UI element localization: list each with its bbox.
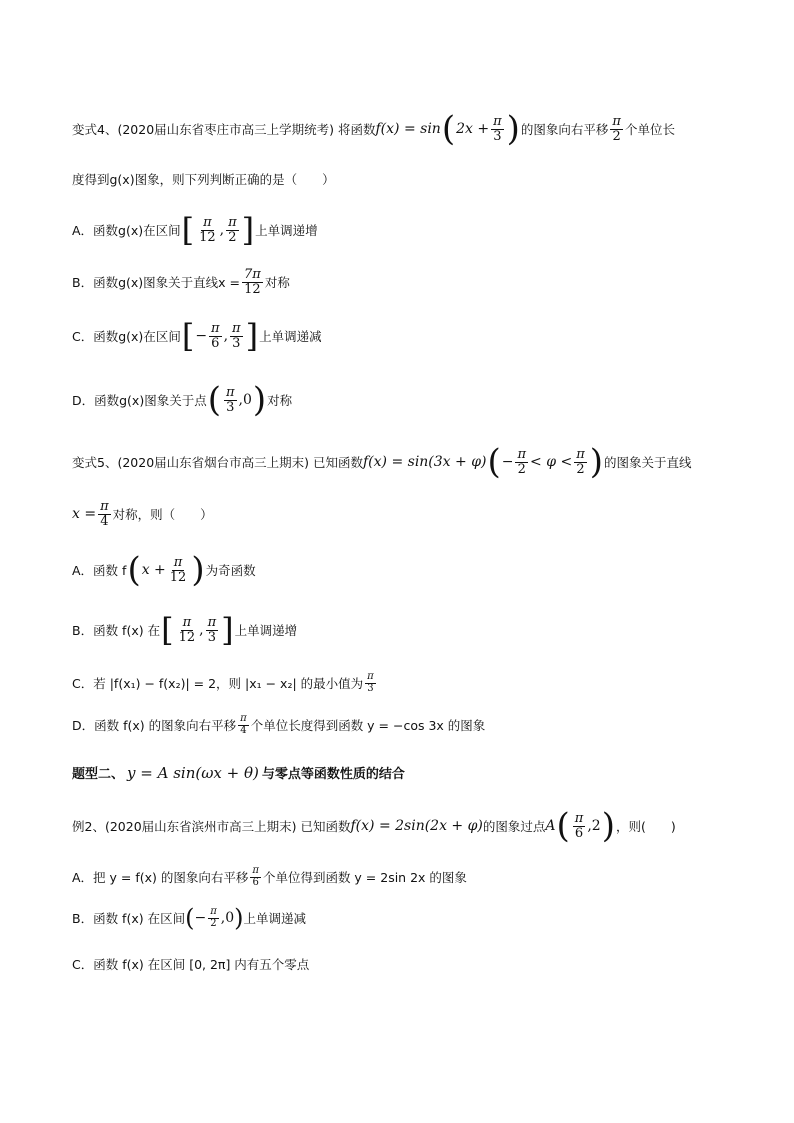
q4-paren-close: ) (506, 109, 520, 149)
q4-option-c: C．函数g(x)在区间 [ − $\frac{\pi}{6}$ , $\frac{\pi}{3}$ ] 上单调递减 (72, 317, 322, 355)
q4-function: f(x) = sin (375, 121, 441, 137)
ex2-option-b: B．函数 f(x) 在区间 ( − $\frac{\pi}{2}$ ,0 ) 上单调递减 (72, 904, 307, 932)
q5-stem-line2: x = $\frac{\pi}{4}$ 对称，则（ ） (72, 499, 213, 529)
q4-stem-line2: 度得到g(x)图象，则下列判断正确的是（ ） (72, 172, 335, 187)
q4-stem-line1 (72, 109, 675, 149)
q4-option-d: D．函数g(x)图象关于点 ( $\frac{\pi}{3}$ ,0 ) 对称 (72, 380, 293, 420)
q4-inner: 2x + (456, 121, 490, 137)
q4-paren-open: ( (441, 109, 456, 149)
q4-option-b: B．函数g(x)图象关于直线x = $\frac{7\pi}{12}$ 对称 (72, 267, 290, 297)
q5-option-b: B．函数 f(x) 在 [ $\frac{\pi}{12}$ , $\frac{\pi}{3}$ ] 上单调递增 (72, 611, 298, 649)
ex2-option-c: C．函数 f(x) 在区间 [0, 2π] 内有五个零点 (72, 957, 310, 972)
q4-pi-over-2: $\frac{\pi}{2}$ (612, 113, 621, 144)
q4-suffix: 个单位长 (624, 122, 675, 137)
ex2-stem: 例2、(2020届山东省滨州市高三上期末) 已知函数 f(x) = 2sin(2x + φ) 的图象过点 A ( $\frac{\pi}{6}$ ,2 ) ，则( ) (72, 806, 676, 846)
q4-option-a: A．函数g(x)在区间 [ $\frac{\pi}{12}$ , $\frac{\pi}{2}$ ] 上单调递增 (72, 211, 318, 249)
q5-stem-line1: 变式5、(2020届山东省烟台市高三上期末) 已知函数 f(x) = sin(3x + φ) ( − $\frac{\pi}{2}$ < φ < $\frac{\pi}{2}$ ) 的图象关于直线 (72, 442, 692, 482)
q4-mid: 的图象向右平移 (520, 122, 609, 137)
q4-pi-over-3: $\frac{\pi}{3}$ (493, 113, 502, 144)
section-heading: 题型二、 y = A sin(ωx + θ) 与零点等函数性质的结合 (72, 763, 405, 782)
q5-option-d: D．函数 f(x) 的图象向右平移 $\frac{\pi}{4}$ 个单位长度得到函数 y = −cos 3x 的图象 (72, 713, 486, 736)
ex2-option-a: A．把 y = f(x) 的图象向右平移 $\frac{\pi}{6}$ 个单位得到函数 y = 2sin 2x 的图象 (72, 865, 467, 888)
q5-option-a: A．函数 f ( x + $\frac{\pi}{12}$ ) 为奇函数 (72, 550, 256, 590)
q5-option-c: C．若 |f(x₁) − f(x₂)| = 2，则 |x₁ − x₂| 的最小值为 $\frac{\pi}{3}$ (72, 671, 374, 694)
q4-prefix: 变式4、(2020届山东省枣庄市高三上学期统考) 将函数 (72, 122, 376, 137)
